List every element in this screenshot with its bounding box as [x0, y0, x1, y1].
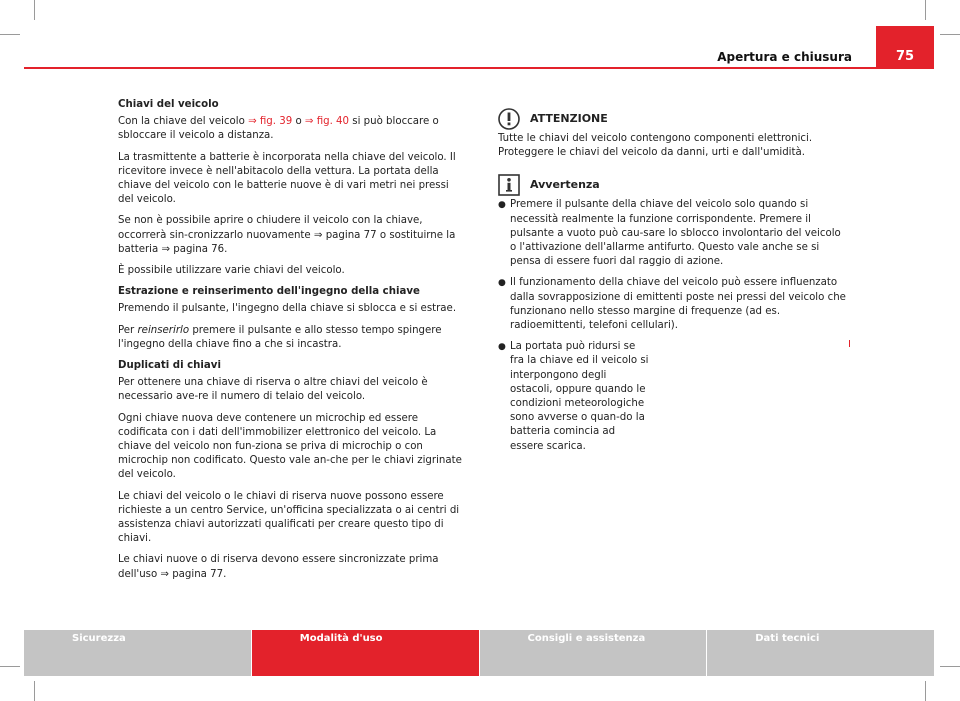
- note-header: [498, 174, 850, 196]
- paragraph: Premendo il pulsante, l'ingegno della chiave si sblocca e si estrae.: [118, 303, 457, 315]
- paragraph: Se non è possibile aprire o chiudere il veicolo con la chiave, occorrerà sin-cronizzarlo nuovamente ⇒ pagina 77 o sostituirne la batteria ⇒ pagina 76.: [118, 215, 456, 255]
- exclamation-circle-icon: [498, 108, 520, 130]
- info-icon: [498, 174, 520, 196]
- page-number: 75: [876, 26, 934, 67]
- warning-header: [498, 108, 850, 130]
- crop-mark: [940, 666, 960, 667]
- header-divider: [24, 67, 934, 69]
- bullet-dot: ●: [498, 278, 506, 289]
- fig-link[interactable]: ⇒ fig. 40: [304, 116, 350, 128]
- heading-key-bit: Estrazione e reinserimento dell'ingegno della chiave: [118, 286, 420, 298]
- bullet-dot: ●: [498, 200, 506, 211]
- paragraph: Ogni chiave nuova deve contenere un microchip ed essere codificata con i dati dell'immobilizer elettronico del veicolo. La chiave del veicolo non fun-ziona se priva di microchip o con microchip non codificato. Questo vale an-che per le chiavi zigrinate del veicolo.: [118, 412, 462, 481]
- crop-mark: [925, 0, 926, 20]
- list-item: [498, 340, 850, 454]
- list-item-text: Premere il pulsante della chiave del veicolo solo quando si necessità realmente la funzione corrispondente. Premere il pulsante a vuoto può cau-sare lo sblocco involontario del veicolo o l'attivazione dell'allarme antifurto. Questo vale anche se si pensa di essere fuori dal raggio di azione.: [510, 199, 841, 268]
- crop-mark: [34, 681, 35, 701]
- emphasis: reinserirlo: [137, 324, 190, 336]
- paragraph: Le chiavi nuove o di riserva devono essere sincronizzate prima dell'uso ⇒ pagina 77.: [118, 554, 439, 580]
- crop-mark: [925, 681, 926, 701]
- text: o: [292, 116, 305, 128]
- paragraph: [118, 115, 466, 143]
- section-title: Apertura e chiusura: [717, 50, 852, 64]
- list-item: [498, 276, 850, 333]
- note-title: Avvertenza: [530, 178, 600, 192]
- warning-text: Tutte le chiavi del veicolo contengono componenti elettronici. Proteggere le chiavi del veicolo da danni, urti e dall'umidità.: [498, 133, 813, 159]
- paragraph: È possibile utilizzare varie chiavi del veicolo.: [118, 265, 345, 277]
- tab-sicurezza[interactable]: Sicurezza: [24, 630, 251, 676]
- fig-link[interactable]: ⇒ fig. 39: [248, 116, 293, 128]
- list-item-text: La portata può ridursi se fra la chiave ed il veicolo si interpongono degli ostacoli, oppure quando le condizioni meteorologiche sono avverse o quan-do la batteria comincia ad essere scarica.: [510, 341, 649, 452]
- text: Per: [118, 324, 138, 336]
- crop-mark: [34, 0, 35, 20]
- paragraph: [118, 324, 466, 352]
- warning-title: ATTENZIONE: [530, 111, 608, 125]
- paragraph: La trasmittente a batterie è incorporata nella chiave del veicolo. Il ricevitore invece è nell'abitacolo della vettura. La portata della chiave del veicolo con le batterie nuove è di vari metri nei pressi del veicolo.: [118, 151, 456, 206]
- tab-dati-tecnici[interactable]: Dati tecnici: [707, 630, 934, 676]
- right-column: [498, 108, 850, 461]
- list-item-text: Il funzionamento della chiave del veicolo può essere influenzato dalla sovrapposizione di emittenti poste nei pressi del veicolo che funzionano nello stesso margine di frequenze (ad es. radioemittenti, telefoni cellulari).: [510, 277, 846, 332]
- crop-mark: [940, 34, 960, 35]
- crop-mark: [0, 666, 20, 667]
- text: Con la chiave del veicolo: [118, 116, 249, 128]
- footer-tabs: [24, 630, 934, 676]
- heading-duplicate-keys: Duplicati di chiavi: [118, 360, 221, 372]
- text: si può bloccare o sbloccare il veicolo a distanza.: [118, 116, 439, 142]
- crop-mark: [0, 34, 20, 35]
- bullet-dot: ●: [498, 342, 506, 353]
- end-marker: [849, 340, 850, 347]
- paragraph: Per ottenere una chiave di riserva o altre chiavi del veicolo è necessario ave-re il numero di telaio del veicolo.: [118, 377, 428, 403]
- tab-consigli-assistenza[interactable]: Consigli e assistenza: [480, 630, 707, 676]
- list-item: [498, 198, 850, 269]
- text: premere il pulsante e allo stesso tempo spingere l'ingegno della chiave fino a che si incastra.: [118, 324, 442, 350]
- heading-vehicle-keys: Chiavi del veicolo: [118, 99, 219, 110]
- left-column: [118, 98, 466, 589]
- paragraph: Le chiavi del veicolo o le chiavi di riserva nuove possono essere richieste a un centro Service, un'officina specializzata o ai centri di assistenza chiavi autorizzati qualificati per creare questo tipo di chiavi.: [118, 490, 460, 545]
- tab-modalita-uso[interactable]: Modalità d'uso: [252, 630, 479, 676]
